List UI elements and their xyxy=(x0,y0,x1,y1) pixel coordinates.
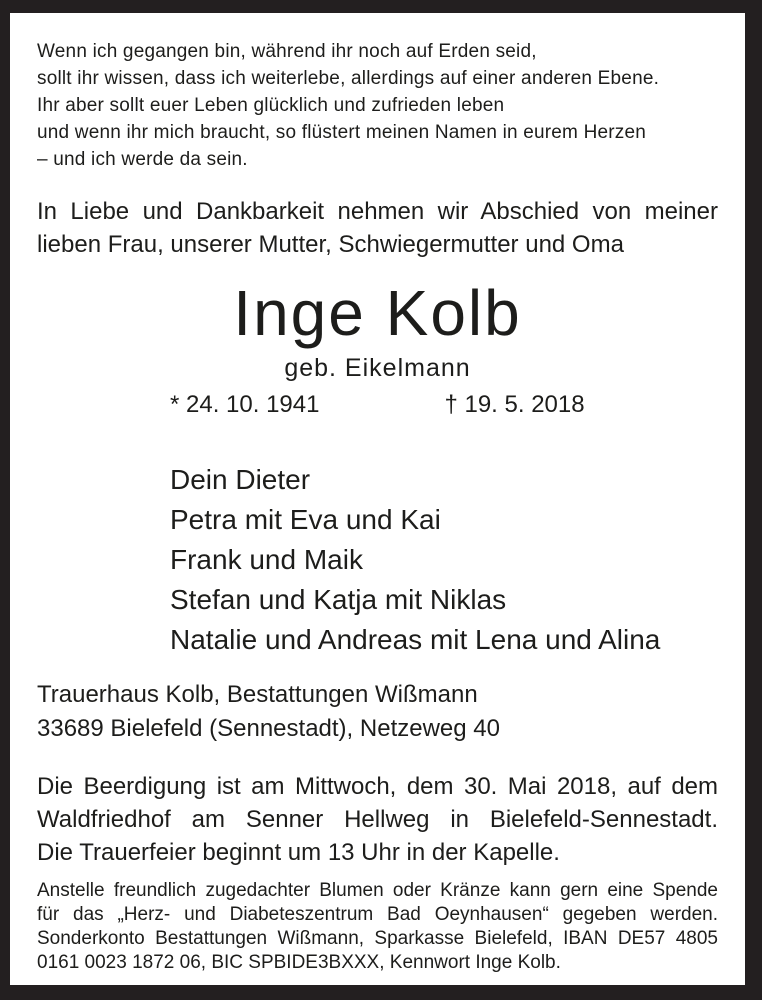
funeral-info-line: Die Trauerfeier beginnt um 13 Uhr in der Kapelle. xyxy=(37,839,560,866)
mourner-line: Petra mit Eva und Kai xyxy=(170,504,441,535)
maiden-name: geb. Eikelmann xyxy=(284,354,471,382)
mourner-line: Dein Dieter xyxy=(170,464,311,495)
poem-line: Ihr aber sollt euer Leben glücklich und zufrieden leben xyxy=(37,95,505,116)
poem-line: sollt ihr wissen, dass ich weiterlebe, allerdings auf einer anderen Ebene. xyxy=(37,68,660,89)
intro-line: lieben Frau, unserer Mutter, Schwiegermutter und Oma xyxy=(37,231,624,258)
mourner-line: Natalie und Andreas mit Lena und Alina xyxy=(170,624,661,655)
funeral-announcement xyxy=(37,770,718,869)
poem-line: Wenn ich gegangen bin, während ihr noch auf Erden seid, xyxy=(37,41,537,62)
donation-line: 0161 0023 1872 06, BIC SPBIDE3BXXX, Kennwort Inge Kolb. xyxy=(37,952,561,973)
life-dates xyxy=(170,390,718,420)
mourner-line: Stefan und Katja mit Niklas xyxy=(170,584,507,615)
funeral-home-line: 33689 Bielefeld (Sennestadt), Netzeweg 40 xyxy=(37,715,500,742)
donation-line: Sonderkonto Bestattungen Wißmann, Sparkasse Bielefeld, IBAN DE57 4805 xyxy=(37,928,718,949)
funeral-home-line: Trauerhaus Kolb, Bestattungen Wißmann xyxy=(37,681,478,708)
birth-date: * 24. 10. 1941 xyxy=(170,391,320,418)
funeral-info-line: Die Beerdigung ist am Mittwoch, dem 30. Mai 2018, auf dem xyxy=(37,773,718,800)
farewell-intro xyxy=(37,195,718,261)
obituary-card xyxy=(10,13,745,985)
poem-line: und wenn ihr mich braucht, so flüstert meinen Namen in eurem Herzen xyxy=(37,122,647,143)
memorial-poem xyxy=(37,38,718,173)
death-date: † 19. 5. 2018 xyxy=(444,391,585,418)
mourner-line: Frank und Maik xyxy=(170,544,363,575)
funeral-info-line: Waldfriedhof am Senner Hellweg in Bielefeld-Sennestadt. xyxy=(37,806,718,833)
donation-line: für das „Herz- und Diabeteszentrum Bad Oeynhausen“ gegeben werden. xyxy=(37,904,718,925)
poem-line: – und ich werde da sein. xyxy=(37,149,248,170)
donation-line: Anstelle freundlich zugedachter Blumen oder Kränze kann gern eine Spende xyxy=(37,880,718,901)
donation-note xyxy=(37,879,718,975)
funeral-home-address xyxy=(37,678,718,746)
intro-line: In Liebe und Dankbarkeit nehmen wir Abschied von meiner xyxy=(37,198,718,225)
deceased-name: Inge Kolb xyxy=(233,277,522,349)
mourners-list xyxy=(170,460,718,660)
